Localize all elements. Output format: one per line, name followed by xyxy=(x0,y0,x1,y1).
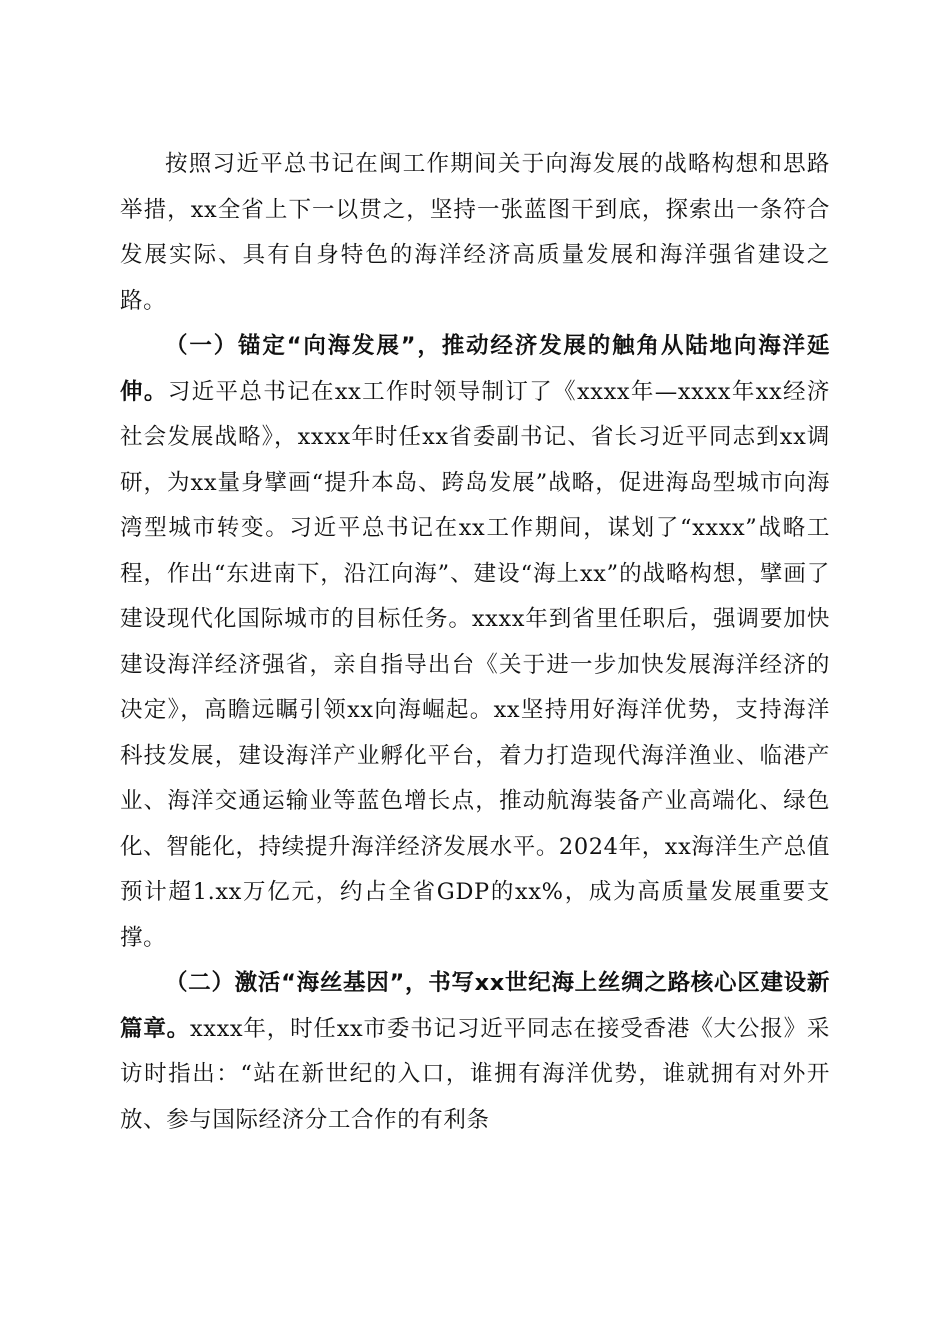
intro-text: 按照习近平总书记在闽工作期间关于向海发展的战略构想和思路举措，xx全省上下一以贯之，坚持一张蓝图干到底，探索出一条符合发展实际、具有自身特色的海洋经济高质量发展和海洋强省建设之路。 xyxy=(120,151,830,314)
section-2-body: xxxx年，时任xx市委书记习近平同志在接受香港《大公报》采访时指出：“站在新世纪的入口，谁拥有海洋优势，谁就拥有对外开放、参与国际经济分工合作的有利条 xyxy=(120,1015,830,1133)
section-2-paragraph xyxy=(120,961,830,1143)
document-body xyxy=(120,142,830,1143)
section-1-body: 习近平总书记在xx工作时领导制订了《xxxx年—xxxx年xx经济社会发展战略》，xxxx年时任xx省委副书记、省长习近平同志到xx调研，为xx量身擘画“提升本岛、跨岛发展”战略，促进海岛型城市向海湾型城市转变。习近平总书记在xx工作期间，谋划了“xxxx”战略工程，作出“东进南下，沿江向海”、建设“海上xx”的战略构想，擘画了建设现代化国际城市的目标任务。xxxx年到省里任职后，强调要加快建设海洋经济强省，亲自指导出台《关于进一步加快发展海洋经济的决定》，高瞻远瞩引领xx向海崛起。xx坚持用好海洋优势，支持海洋科技发展，建设海洋产业孵化平台，着力打造现代海洋渔业、临港产业、海洋交通运输业等蓝色增长点，推动航海装备产业高端化、绿色化、智能化，持续提升海洋经济发展水平。2024年，xx海洋生产总值预计超1.xx万亿元，约占全省GDP的xx%，成为高质量发展重要支撑。 xyxy=(120,378,831,951)
section-1-paragraph xyxy=(120,324,830,961)
intro-paragraph xyxy=(120,142,830,324)
section-1-heading: （一）锚定“向海发展”，推动经济发展的触角从陆地向海洋延伸。 xyxy=(120,333,830,405)
section-2-heading: （二）激活“海丝基因”，书写xx世纪海上丝绸之路核心区建设新篇章。 xyxy=(120,970,830,1042)
